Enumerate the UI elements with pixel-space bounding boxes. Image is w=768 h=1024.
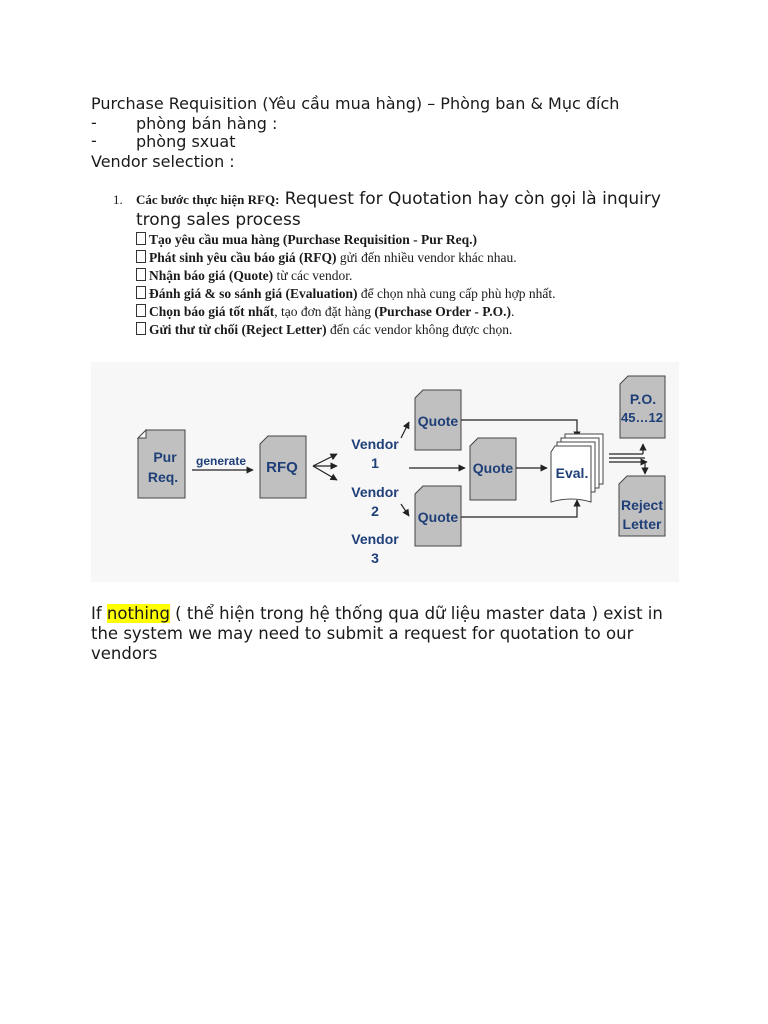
quote-label: Quote [472, 460, 514, 476]
body-paragraph [91, 604, 681, 664]
step-text: để chọn nhà cung cấp phù hợp nhất. [357, 286, 556, 301]
rfq-heading-rest: Request for Quotation hay còn gọi là inquiry trong sales process [136, 189, 661, 230]
generate-label: generate [195, 454, 247, 468]
bullet-sales-dept: phòng bán hàng : [136, 114, 278, 133]
step-text: từ các vendor. [273, 268, 353, 283]
rfq-heading-bold: Các bước thực hiện RFQ: [136, 192, 280, 207]
checkbox-glyph-icon [136, 322, 146, 335]
rfq-label: RFQ [266, 459, 298, 476]
rfq-step [136, 231, 676, 249]
checkbox-glyph-icon [136, 286, 146, 299]
vendor-3-label: Vendor [351, 531, 399, 547]
list-item [136, 189, 676, 339]
list-number: 1. [113, 192, 123, 207]
rfq-heading [136, 189, 676, 231]
step-bold: Nhận báo giá (Quote) [149, 268, 274, 283]
pur-req-label: Req. [147, 469, 179, 485]
step-bold: Đánh giá & so sánh giá (Evaluation) [149, 286, 358, 301]
paragraph-text: If [91, 604, 107, 623]
step-text: , tạo đơn đặt hàng [274, 304, 375, 319]
rfq-process-diagram [91, 362, 679, 582]
bullet-dash: - [91, 113, 97, 132]
step-bold: (Purchase Order - P.O.) [374, 304, 512, 319]
checkbox-glyph-icon [136, 304, 146, 317]
rfq-step [136, 249, 676, 267]
po-number: 45…12 [621, 410, 663, 425]
step-text: gửi đến nhiều vendor khác nhau. [336, 250, 517, 265]
rfq-step [136, 285, 676, 303]
checkbox-glyph-icon [136, 250, 146, 263]
reject-label: Reject [620, 497, 664, 513]
quote-label: Quote [417, 413, 459, 429]
po-document-icon [620, 376, 665, 438]
vendor-selection-line: Vendor selection : [91, 152, 235, 171]
rfq-steps [136, 231, 676, 339]
highlighted-word: nothing [106, 604, 170, 623]
checkbox-glyph-icon [136, 268, 146, 281]
rfq-step [136, 267, 676, 285]
vendor-1-label: Vendor [351, 436, 399, 452]
vendor-2-number: 2 [371, 503, 379, 519]
eval-label: Eval. [555, 465, 589, 481]
step-text: đến các vendor không được chọn. [326, 322, 513, 337]
step-bold: Tạo yêu cầu mua hàng (Purchase Requisition - Pur Req.) [149, 232, 478, 247]
po-label: P.O. [629, 391, 657, 407]
pur-req-label: Pur [153, 449, 177, 465]
step-bold: Gửi thư từ chối (Reject Letter) [149, 322, 327, 337]
vendor-2-label: Vendor [351, 484, 399, 500]
paragraph-text: ( thể hiện trong hệ thống qua dữ liệu master data ) exist in the system we may need to submit a request for quotation to our vendors [91, 604, 663, 663]
rfq-step [136, 321, 676, 339]
purchase-requisition-line: Purchase Requisition (Yêu cầu mua hàng) – Phòng ban & Mục đích [91, 94, 620, 113]
vendor-3-number: 3 [371, 550, 379, 566]
checkbox-glyph-icon [136, 232, 146, 245]
quote-label: Quote [417, 509, 459, 525]
rfq-step [136, 303, 676, 321]
vendor-1-number: 1 [371, 455, 379, 471]
step-text: . [511, 304, 515, 319]
step-bold: Chọn báo giá tốt nhất [149, 304, 275, 319]
bullet-production-dept: phòng sxuat [136, 132, 236, 151]
reject-label: Letter [622, 516, 662, 532]
bullet-dash: - [91, 131, 97, 150]
step-bold: Phát sinh yêu cầu báo giá (RFQ) [149, 250, 337, 265]
